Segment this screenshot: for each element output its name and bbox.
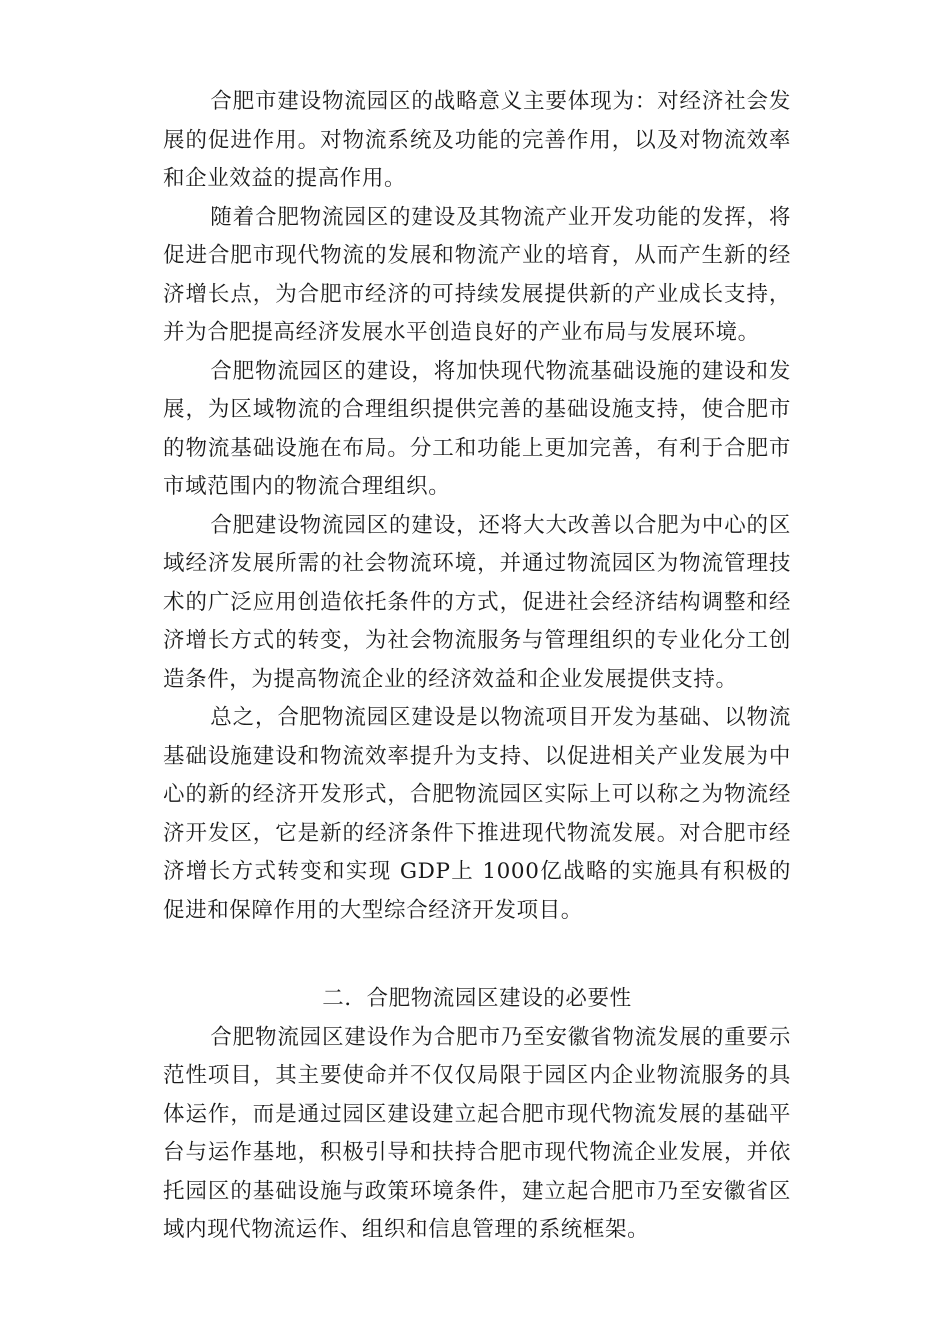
paragraph-social-logistics: 合肥建设物流园区的建设，还将大大改善以合肥为中心的区域经济发展所需的社会物流环境，并通过物流园区为物流管理技术的广泛应用创造依托条件的方式，促进社会经济结构调整和经济增长方式的转变，为社会物流服务与管理组织的专业化分工创造条件，为提高物流企业的经济效益和企业发展提供支持。 bbox=[163, 512, 791, 692]
paragraph-summary: 总之，合肥物流园区建设是以物流项目开发为基础、以物流基础设施建设和物流效率提升为支持、以促进相关产业发展为中心的新的经济开发形式，合肥物流园区实际上可以称之为物流经济开发区，它是新的经济条件下推进现代物流发展。对合肥市经济增长方式转变和实现 GDP上 1000亿战略的实施具有积极的促进和保障作用的大型综合经济开发项目。 bbox=[163, 705, 791, 923]
section-heading: 二．合肥物流园区建设的必要性 bbox=[322, 986, 632, 1011]
paragraph-industry-development: 随着合肥物流园区的建设及其物流产业开发功能的发挥，将促进合肥市现代物流的发展和物流产业的培育，从而产生新的经济增长点，为合肥市经济的可持续发展提供新的产业成长支持，并为合肥提高经济发展水平创造良好的产业布局与发展环境。 bbox=[163, 204, 791, 345]
document-page bbox=[163, 83, 791, 1250]
paragraph-infrastructure: 合肥物流园区的建设，将加快现代物流基础设施的建设和发展，为区域物流的合理组织提供完善的基础设施支持，使合肥市的物流基础设施在布局。分工和功能上更加完善，有利于合肥市市域范围内的物流合理组织。 bbox=[163, 358, 791, 499]
paragraph-necessity: 合肥物流园区建设作为合肥市乃至安徽省物流发展的重要示范性项目，其主要使命并不仅仅局限于园区内企业物流服务的具体运作，而是通过园区建设建立起合肥市现代物流发展的基础平台与运作基地，积极引导和扶持合肥市现代物流企业发展，并依托园区的基础设施与政策环境条件，建立起合肥市乃至安徽省区域内现代物流运作、组织和信息管理的系统框架。 bbox=[163, 1024, 791, 1242]
paragraph-strategic-significance: 合肥市建设物流园区的战略意义主要体现为：对经济社会发展的促进作用。对物流系统及功能的完善作用，以及对物流效率和企业效益的提高作用。 bbox=[163, 89, 791, 191]
